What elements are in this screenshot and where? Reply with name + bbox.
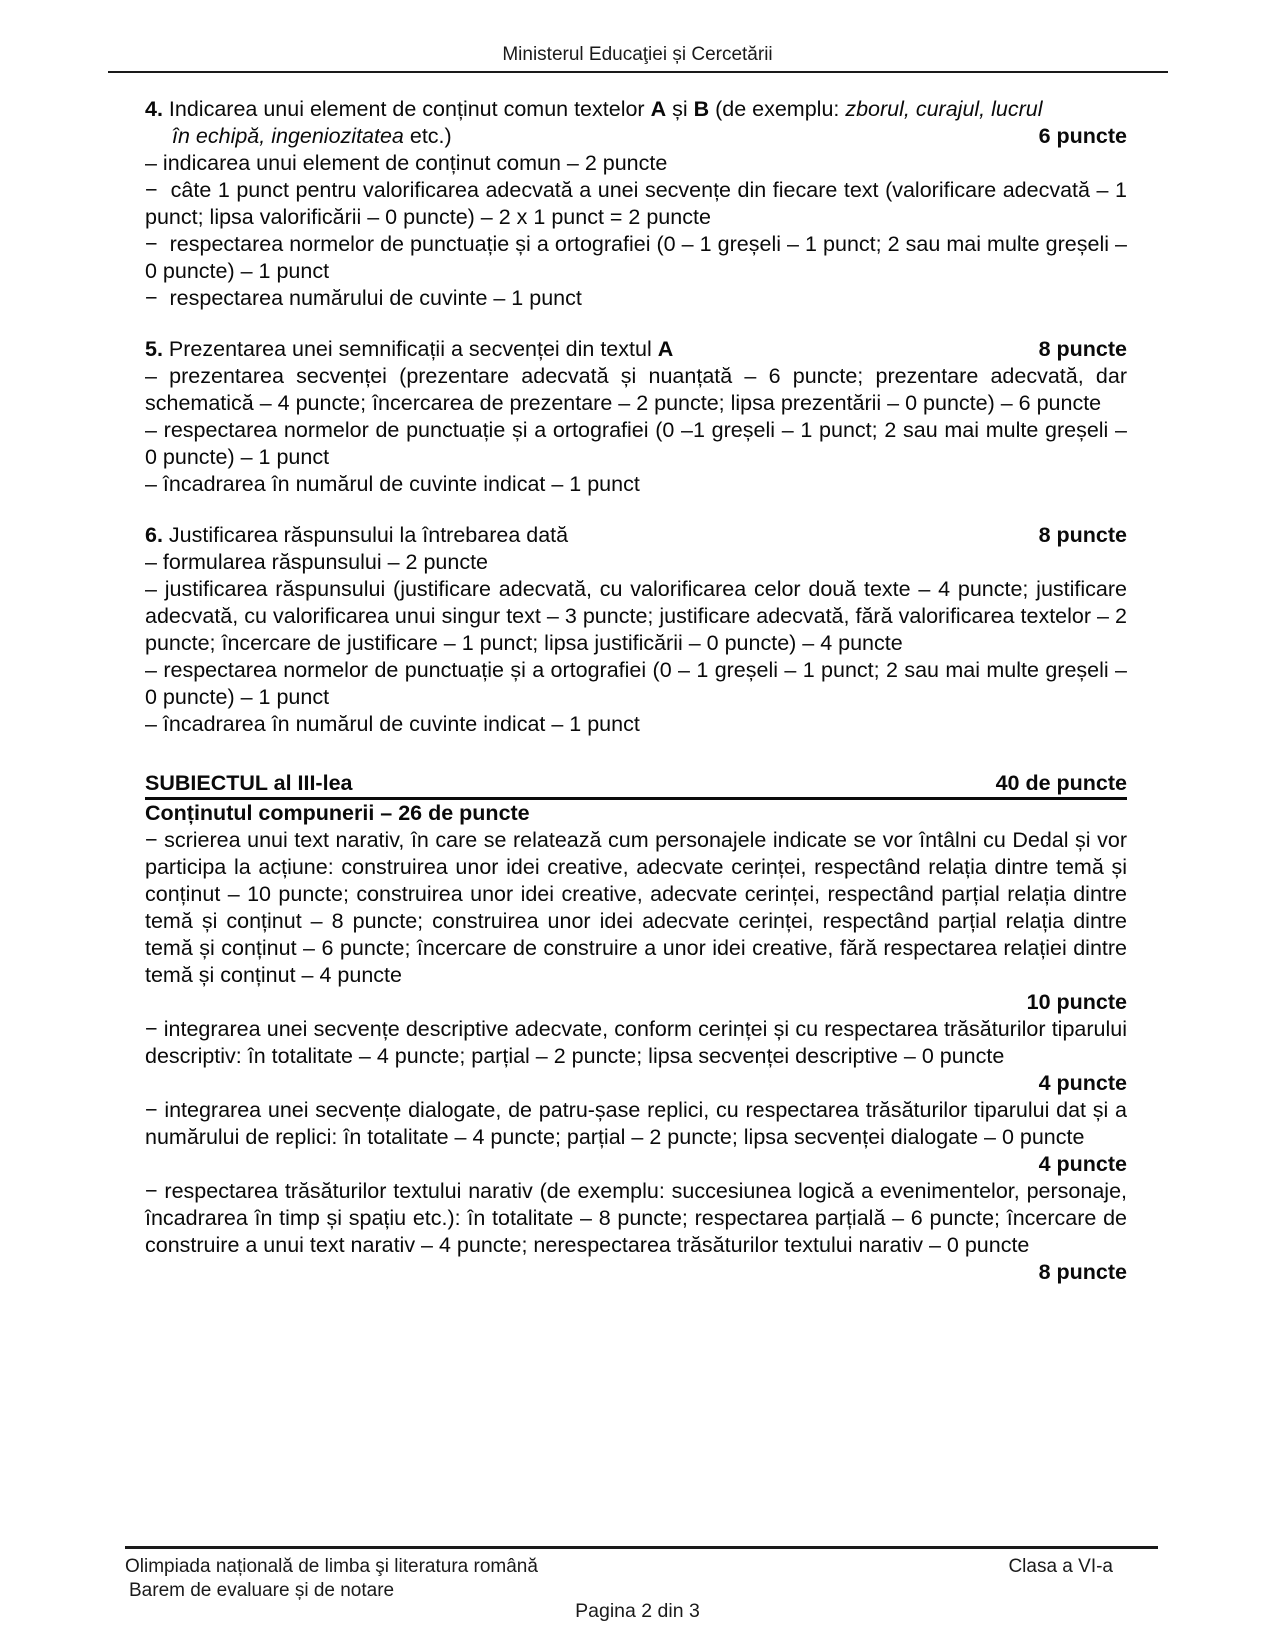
subject-3-criterion-4-points: 8 puncte — [1038, 1260, 1127, 1284]
item-5-number: 5. — [145, 337, 163, 361]
header-divider — [108, 71, 1168, 73]
subject-3-criterion-2-points: 4 puncte — [1038, 1071, 1127, 1095]
section-subject-3 — [145, 770, 1127, 1286]
item-4-number: 4. — [145, 97, 163, 121]
footer-class-label: Clasa a VI-a — [1008, 1556, 1113, 1577]
ministry-header: Ministerul Educaţiei și Cercetării — [502, 44, 773, 65]
subject-3-criterion-4: − respectarea trăsăturilor textului narativ (de exemplu: succesiunea logică a evenimentelor, personaje, încadrarea în timp și spațiu etc.): în totalitate – 8 puncte; respectarea parțială – 6 puncte; încercare de construire a unui text narativ – 4 puncte; nerespectarea trăsăturilor textului narativ – 0 puncte — [145, 1179, 1127, 1257]
subject-3-criterion-1: − scrierea unui text narativ, în care se relatează cum personajele indicate se vor întâlni cu Dedal și vor participa la acțiune: construirea unor idei creative, adecvate cerinței, respectând relația dintre temă și conținut – 10 puncte; construirea unor idei creative, adecvate cerinței, respectând parțial relația dintre temă și conținut – 8 puncte; construirea unor idei adecvate cerinței, respectând parțial relația dintre temă și conținut – 6 puncte; încercare de construire a unor idei creative, fără respectarea relației dintre temă și conținut – 4 puncte — [145, 828, 1127, 987]
item-5-title — [145, 336, 1039, 363]
subject-3-criterion-2: − integrarea unei secvențe descriptive adecvate, conform cerinței și cu respectarea trăsăturilor tiparului descriptiv: în totalitate – 4 puncte; parțial – 2 puncte; lipsa secvenței descriptive – 0 puncte — [145, 1017, 1127, 1068]
item-6-title-text: Justificarea răspunsului la întrebarea dată — [162, 523, 569, 547]
item-4-criterion-1: – indicarea unui element de conținut comun – 2 puncte — [145, 151, 668, 175]
page-number: Pagina 2 din 3 — [575, 1600, 700, 1622]
item-5-criterion-2: – respectarea normelor de punctuație și a ortografiei (0 –1 greșeli – 1 punct; 2 sau mai multe greșeli – 0 puncte) – 1 punct — [145, 418, 1127, 469]
footer-divider — [125, 1546, 1158, 1549]
item-6-criterion-4: – încadrarea în numărul de cuvinte indicat – 1 punct — [145, 712, 640, 736]
item-4-title-text: Indicarea unui element de conținut comun textelor A și B (de exemplu: zborul, curajul, lucrul — [162, 97, 1043, 121]
item-5-title-text: Prezentarea unei semnificații a secvenței din textul A — [162, 337, 674, 361]
section-item-5 — [145, 336, 1127, 498]
item-6-number: 6. — [145, 523, 163, 547]
item-5-points: 8 puncte — [1038, 337, 1127, 361]
item-6-criterion-2: – justificarea răspunsului (justificare adecvată, cu valorificarea celor două texte – 4 puncte; justificare adecvată, cu valorificarea unui singur text – 3 puncte; justificare adecvată, fără valorificarea textelor – 2 puncte; încercare de justificare – 1 punct; lipsa justificării – 0 puncte) – 4 puncte — [145, 577, 1127, 655]
subject-3-subtitle: Conținutul compunerii – 26 de puncte — [145, 801, 530, 825]
subject-3-criterion-3-points: 4 puncte — [1038, 1152, 1127, 1176]
item-6-title — [145, 522, 1039, 549]
subject-3-title: SUBIECTUL al III-lea — [145, 771, 353, 795]
document-body — [145, 96, 1127, 1286]
item-4-points: 6 puncte — [1038, 124, 1127, 148]
item-5-criterion-1: – prezentarea secvenței (prezentare adecvată și nuanțată – 6 puncte; prezentare adecvată, dar schematică – 4 puncte; încercarea de prezentare – 2 puncte; lipsa prezentării – 0 puncte) – 6 puncte — [145, 364, 1127, 415]
item-4-criterion-2: − câte 1 punct pentru valorificarea adecvată a unei secvențe din fiecare text (valorificare adecvată – 1 punct; lipsa valorificării – 0 puncte) – 2 x 1 punct = 2 puncte — [145, 178, 1127, 229]
item-4-title-continuation: în echipă, ingeniozitatea etc.) — [172, 124, 452, 148]
item-6-title-row — [145, 522, 1127, 549]
subject-3-criterion-3: − integrarea unei secvențe dialogate, de patru-șase replici, cu respectarea trăsăturilor tiparului dat și a numărului de replici: în totalitate – 4 puncte; parțial – 2 puncte; lipsa secvenței dialogate – 0 puncte — [145, 1098, 1127, 1149]
item-6-criterion-3: – respectarea normelor de punctuație și a ortografiei (0 – 1 greșeli – 1 punct; 2 sau mai multe greșeli – 0 puncte) – 1 punct — [145, 658, 1127, 709]
subject-3-title-row — [145, 770, 1127, 800]
item-4-title-line-1 — [145, 96, 1127, 123]
footer-row-1 — [125, 1556, 1113, 1578]
item-4-title-line-2 — [145, 123, 1127, 150]
subject-3-points: 40 de puncte — [995, 771, 1127, 795]
item-5-title-row — [145, 336, 1127, 363]
section-item-4 — [145, 96, 1127, 312]
section-item-6 — [145, 522, 1127, 738]
footer-barem-label: Barem de evaluare și de notare — [129, 1580, 395, 1601]
item-6-points: 8 puncte — [1038, 523, 1127, 547]
item-4-criterion-3: − respectarea normelor de punctuație și a ortografiei (0 – 1 greșeli – 1 punct; 2 sau mai multe greșeli – 0 puncte) – 1 punct — [145, 232, 1127, 283]
item-5-criterion-3: – încadrarea în numărul de cuvinte indicat – 1 punct — [145, 472, 640, 496]
item-6-criterion-1: – formularea răspunsului – 2 puncte — [145, 550, 489, 574]
subject-3-criterion-1-points: 10 puncte — [1026, 990, 1127, 1014]
footer-olympiad-label: Olimpiada națională de limba şi literatura română — [125, 1556, 538, 1577]
item-4-criterion-4: − respectarea numărului de cuvinte – 1 punct — [145, 286, 582, 310]
